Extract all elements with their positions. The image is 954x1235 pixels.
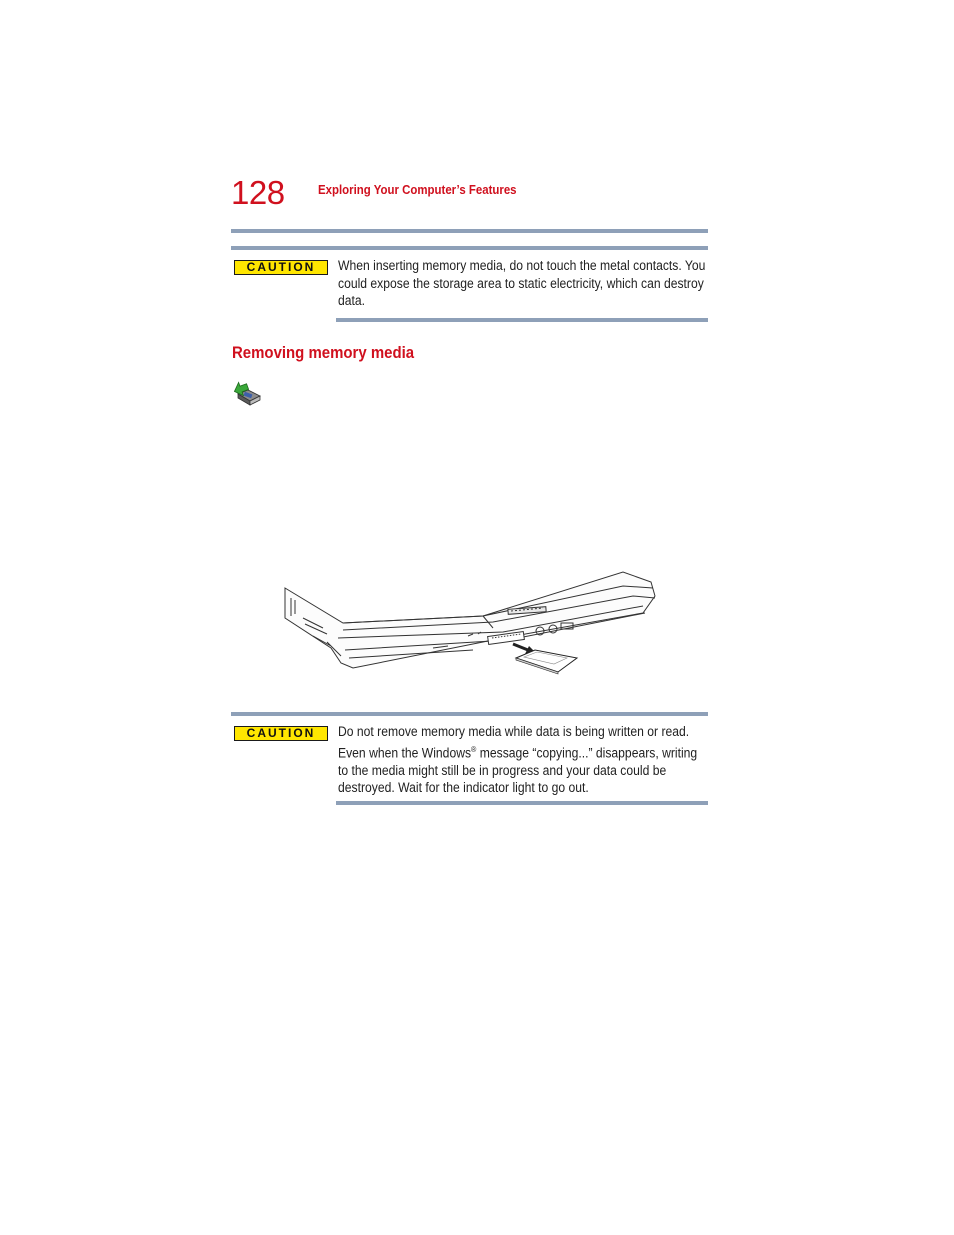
caution-badge: CAUTION xyxy=(234,726,328,741)
caution-text-part: message “copying...” disappears, writing to the media might still be in progress and your data could be destroyed. Wait for the indicator light to go out. xyxy=(338,745,698,795)
registered-mark: ® xyxy=(471,744,477,754)
caution-top-rule xyxy=(231,246,708,250)
caution-paragraph xyxy=(338,723,710,797)
safely-remove-hardware-icon xyxy=(232,380,262,410)
caution-badge: CAUTION xyxy=(234,260,328,275)
caution-text xyxy=(338,257,706,310)
page-number: 128 xyxy=(231,174,285,211)
section-title: Removing memory media xyxy=(232,343,415,362)
caution-bottom-rule xyxy=(336,801,708,805)
running-head: Exploring Your Computer’s Features xyxy=(318,182,517,197)
caution-paragraph: When inserting memory media, do not touch the metal contacts. You could expose the storage area to static electricity, which can destroy data. xyxy=(338,258,706,308)
caution-text-part: Do not remove memory media while data is being written or read. Even when the Windows xyxy=(338,724,690,760)
caution-top-rule xyxy=(231,712,708,716)
laptop-card-removal-illustration xyxy=(283,568,663,678)
header-rule xyxy=(231,229,708,233)
caution-bottom-rule xyxy=(336,318,708,322)
caution-text xyxy=(338,723,698,797)
